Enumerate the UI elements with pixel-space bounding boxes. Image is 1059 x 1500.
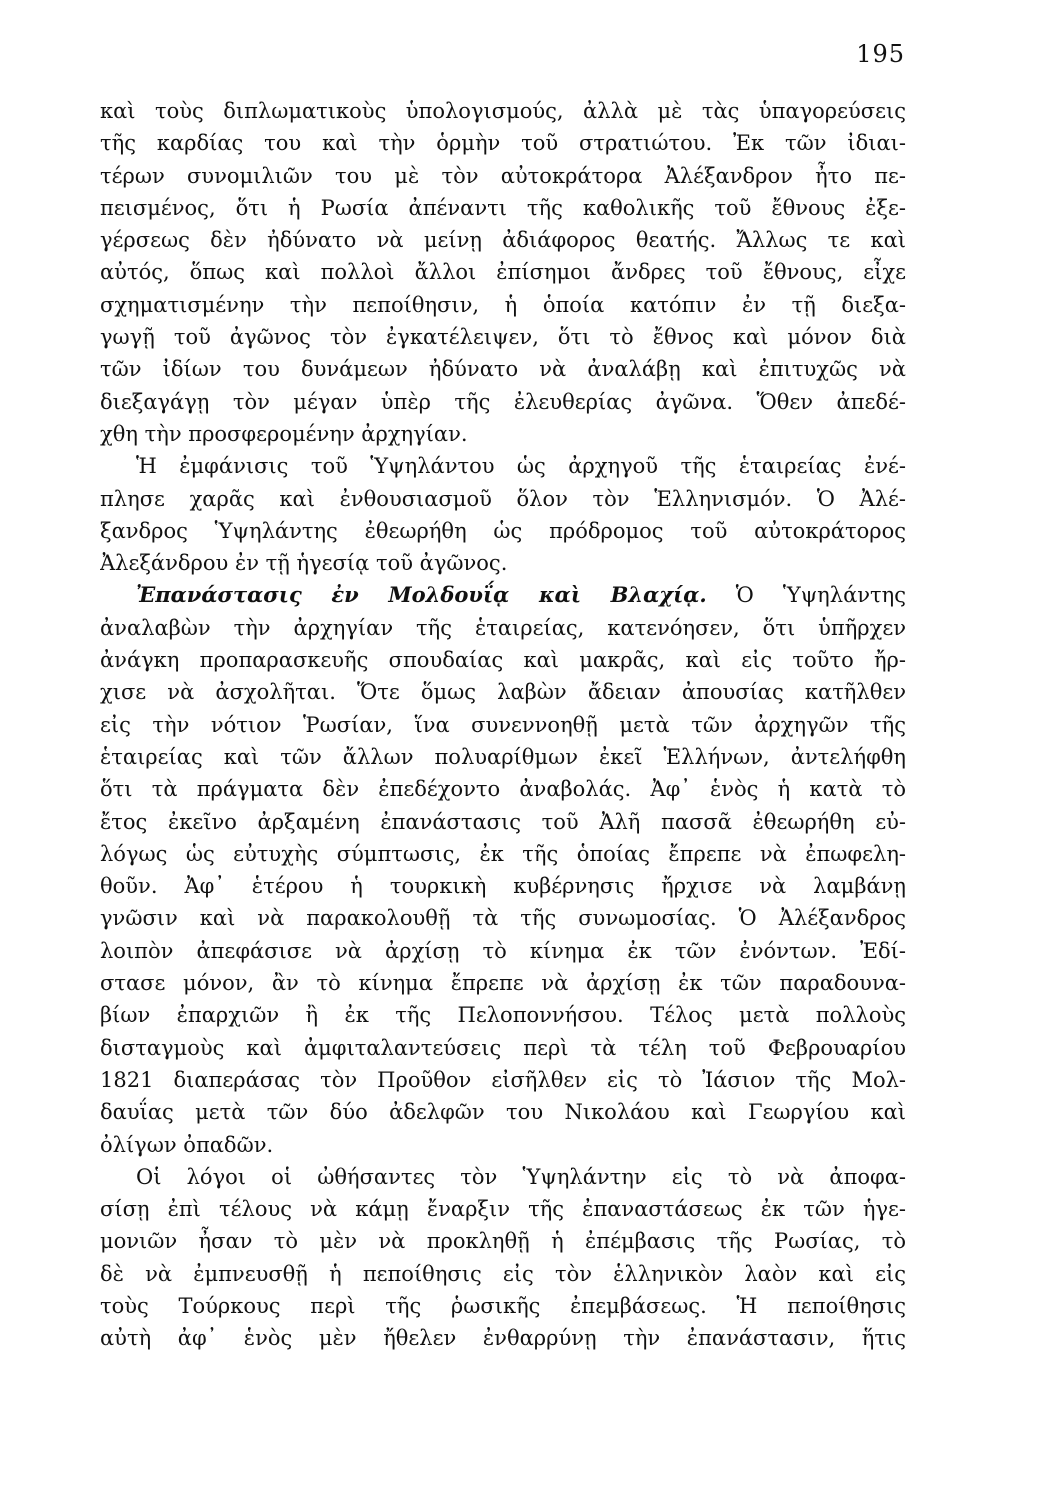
text-line: αὐτὴ ἀφ᾽ ἑνὸς μὲν ἤθελεν ἐνθαρρύνῃ τὴν ἐπανάστασιν, ἥτις bbox=[100, 1326, 906, 1351]
text-line: ξανδρος Ὑψηλάντης ἐθεωρήθη ὡς πρόδρομος τοῦ αὐτοκράτορος bbox=[100, 518, 906, 543]
text-line: τοὺς Τούρκους περὶ τῆς ῥωσικῆς ἐπεμβάσεως. Ἡ πεποίθησις bbox=[100, 1293, 906, 1318]
page-number: 195 bbox=[856, 40, 905, 68]
paragraph-2 bbox=[100, 450, 906, 579]
text-line: σχηματισμένην τὴν πεποίθησιν, ἡ ὁποία κατόπιν ἐν τῇ διεξα- bbox=[100, 292, 906, 317]
text-line: γνῶσιν καὶ νὰ παρακολουθῇ τὰ τῆς συνωμοσίας. Ὁ Ἀλέξανδρος bbox=[100, 906, 906, 931]
body-text bbox=[100, 95, 906, 1355]
text-line: ἔτος ἐκεῖνο ἀρξαμένη ἐπανάστασις τοῦ Ἀλῆ πασσᾶ ἐθεωρήθη εὐ- bbox=[100, 809, 906, 834]
text-line: μονιῶν ἦσαν τὸ μὲν νὰ προκληθῇ ἡ ἐπέμβασις τῆς Ρωσίας, τὸ bbox=[100, 1229, 906, 1254]
text-line: τέρων συνομιλιῶν του μὲ τὸν αὐτοκράτορα Ἀλέξανδρον ἦτο πε- bbox=[100, 163, 906, 188]
text-line: ἀναλαβὼν τὴν ἀρχηγίαν τῆς ἑταιρείας, κατενόησεν, ὅτι ὑπῆρχεν bbox=[100, 615, 906, 640]
text-line: πεισμένος, ὅτι ἡ Ρωσία ἀπέναντι τῆς καθολικῆς τοῦ ἔθνους ἐξε- bbox=[100, 195, 906, 220]
paragraph-4 bbox=[100, 1161, 906, 1355]
text-line: αὐτός, ὅπως καὶ πολλοὶ ἄλλοι ἐπίσημοι ἄνδρες τοῦ ἔθνους, εἶχε bbox=[100, 260, 906, 285]
text-line: σίσῃ ἐπὶ τέλους νὰ κάμῃ ἔναρξιν τῆς ἐπαναστάσεως ἐκ τῶν ἡγε- bbox=[100, 1197, 906, 1222]
text-line: δαυΐας μετὰ τῶν δύο ἀδελφῶν του Νικολάου καὶ Γεωργίου καὶ bbox=[100, 1100, 906, 1125]
paragraph-1 bbox=[100, 95, 906, 450]
section-heading-line bbox=[100, 579, 906, 611]
text-line: τῶν ἰδίων του δυνάμεων ἠδύνατο νὰ ἀναλάβῃ καὶ ἐπιτυχῶς νὰ bbox=[100, 357, 906, 382]
heading-line-rest: Ὁ Ὑψηλάντης bbox=[735, 583, 906, 608]
text-line: Ἀλεξάνδρου ἐν τῇ ἡγεσίᾳ τοῦ ἀγῶνος. bbox=[100, 551, 508, 576]
text-line: Ἡ ἐμφάνισις τοῦ Ὑψηλάντου ὡς ἀρχηγοῦ τῆς ἑταιρείας ἐνέ- bbox=[136, 454, 906, 479]
text-line: θοῦν. Ἀφ᾽ ἑτέρου ἡ τουρκικὴ κυβέρνησις ἤρχισε νὰ λαμβάνῃ bbox=[100, 874, 906, 899]
text-line: γέρσεως δὲν ἠδύνατο νὰ μείνῃ ἀδιάφορος θεατής. Ἄλλως τε καὶ bbox=[100, 228, 906, 253]
text-line: ὀλίγων ὀπαδῶν. bbox=[100, 1132, 274, 1157]
text-line: γωγῇ τοῦ ἀγῶνος τὸν ἐγκατέλειψεν, ὅτι τὸ ἔθνος καὶ μόνον διὰ bbox=[100, 325, 906, 350]
text-line: πλησε χαρᾶς καὶ ἐνθουσιασμοῦ ὅλον τὸν Ἑλληνισμόν. Ὁ Ἀλέ- bbox=[100, 486, 906, 511]
text-line: λόγως ὡς εὐτυχὴς σύμπτωσις, ἐκ τῆς ὁποίας ἔπρεπε νὰ ἐπωφελη- bbox=[100, 841, 906, 866]
text-line: 1821 διαπεράσας τὸν Προῦθον εἰσῆλθεν εἰς τὸ Ἰάσιον τῆς Μολ- bbox=[100, 1067, 906, 1092]
text-line: δὲ νὰ ἐμπνευσθῇ ἡ πεποίθησις εἰς τὸν ἑλληνικὸν λαὸν καὶ εἰς bbox=[100, 1261, 906, 1286]
text-line: λοιπὸν ἀπεφάσισε νὰ ἀρχίσῃ τὸ κίνημα ἐκ τῶν ἐνόντων. Ἐδί- bbox=[100, 938, 906, 963]
text-line: εἰς τὴν νότιον Ῥωσίαν, ἵνα συνεννοηθῇ μετὰ τῶν ἀρχηγῶν τῆς bbox=[100, 712, 906, 737]
text-line: ὅτι τὰ πράγματα δὲν ἐπεδέχοντο ἀναβολάς. Ἀφ᾽ ἑνὸς ἡ κατὰ τὸ bbox=[100, 777, 906, 802]
text-line: διεξαγάγῃ τὸν μέγαν ὑπὲρ τῆς ἐλευθερίας ἀγῶνα. Ὅθεν ἀπεδέ- bbox=[100, 389, 906, 414]
text-line: ἀνάγκη προπαρασκευῆς σπουδαίας καὶ μακρᾶς, καὶ εἰς τοῦτο ἤρ- bbox=[100, 648, 906, 673]
text-line: στασε μόνον, ἂν τὸ κίνημα ἔπρεπε νὰ ἀρχίσῃ ἐκ τῶν παραδουνα- bbox=[100, 971, 906, 996]
text-line: χθη τὴν προσφερομένην ἀρχηγίαν. bbox=[100, 421, 468, 446]
text-line: χισε νὰ ἀσχολῆται. Ὅτε ὅμως λαβὼν ἄδειαν ἀπουσίας κατῆλθεν bbox=[100, 680, 906, 705]
text-line: τῆς καρδίας του καὶ τὴν ὁρμὴν τοῦ στρατιώτου. Ἐκ τῶν ἰδιαι- bbox=[100, 131, 906, 156]
paragraph-3 bbox=[100, 579, 906, 1160]
text-line: καὶ τοὺς διπλωματικοὺς ὑπολογισμούς, ἀλλὰ μὲ τὰς ὑπαγορεύσεις bbox=[100, 99, 906, 123]
section-heading: Ἐπανάστασις ἐν Μολδουΐᾳ καὶ Βλαχίᾳ. bbox=[136, 582, 707, 608]
text-line: Οἱ λόγοι οἱ ὠθήσαντες τὸν Ὑψηλάντην εἰς τὸ νὰ ἀποφα- bbox=[136, 1164, 906, 1189]
text-line: ἑταιρείας καὶ τῶν ἄλλων πολυαρίθμων ἐκεῖ Ἑλλήνων, ἀντελήφθη bbox=[100, 744, 906, 769]
text-line: δισταγμοὺς καὶ ἀμφιταλαντεύσεις περὶ τὰ τέλη τοῦ Φεβρουαρίου bbox=[100, 1035, 906, 1060]
text-line: βίων ἐπαρχιῶν ἢ ἐκ τῆς Πελοποννήσου. Τέλος μετὰ πολλοὺς bbox=[100, 1003, 906, 1028]
